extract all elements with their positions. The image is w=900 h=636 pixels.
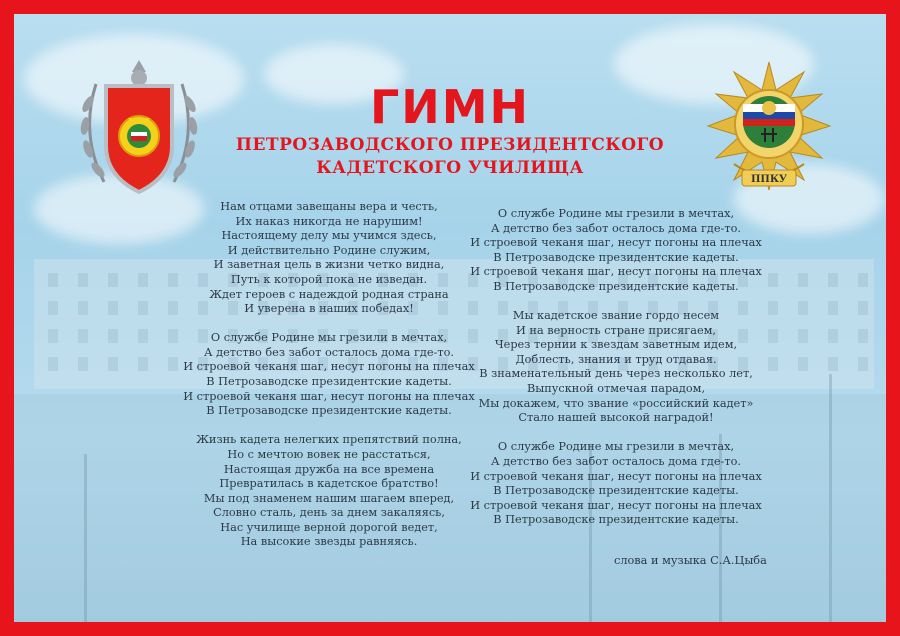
- lyric-line: В Петрозаводске президентские кадеты.: [206, 404, 452, 418]
- building-window: [138, 273, 148, 287]
- building-window: [828, 357, 838, 371]
- subtitle-line-1: ПЕТРОЗАВОДСКОГО ПРЕЗИДЕНТСКОГО: [235, 135, 665, 155]
- building-window: [108, 329, 118, 343]
- lyric-line: А детство без забот осталось дома где-то.: [204, 345, 454, 359]
- stanza: [164, 433, 494, 550]
- building-window: [138, 329, 148, 343]
- building-window: [828, 329, 838, 343]
- lyric-line: Стало нашей высокой наградой!: [518, 411, 714, 425]
- building-window: [138, 357, 148, 371]
- building-window: [858, 301, 868, 315]
- lyric-line: Превратилась в кадетское братство!: [219, 477, 439, 491]
- lyric-line: О службе Родине мы грезили в мечтах,: [497, 440, 735, 454]
- lyric-line: В Петрозаводске президентские кадеты.: [493, 513, 739, 527]
- building-window: [108, 357, 118, 371]
- lyric-line: Мы докажем, что звание «российский кадет»: [478, 396, 754, 410]
- lyric-line: И строевой чеканя шаг, несут погоны на плечах: [183, 360, 475, 374]
- lyric-line: И на верность стране присягаем,: [515, 323, 717, 337]
- lyric-line: В Петрозаводске президентские кадеты.: [493, 250, 739, 264]
- lyric-line: А детство без забот осталось дома где-то.: [491, 454, 741, 468]
- lyric-line: Ждет героев с надеждой родная страна: [209, 287, 449, 301]
- lyric-line: И действительно Родине служим,: [227, 243, 431, 257]
- stanza: [446, 309, 786, 426]
- lamp-post: [829, 374, 832, 624]
- lyric-line: Жизнь кадета нелегких препятствий полна,: [196, 433, 462, 447]
- building-window: [798, 329, 808, 343]
- page-title: ГИМН: [369, 80, 531, 134]
- building-window: [48, 357, 58, 371]
- lyric-line: Нас училище верной дорогой ведет,: [220, 520, 438, 534]
- lyric-line: И строевой чеканя шаг, несут погоны на плечах: [470, 469, 762, 483]
- lyric-line: Словно сталь, день за днем закаляясь,: [213, 506, 445, 520]
- building-window: [108, 273, 118, 287]
- building-window: [78, 273, 88, 287]
- building-window: [858, 329, 868, 343]
- lyric-line: Мы под знаменем нашим шагаем вперед,: [203, 491, 455, 505]
- building-window: [798, 301, 808, 315]
- stanza: [446, 207, 786, 295]
- lyric-line: Настоящая дружба на все времена: [223, 462, 435, 476]
- lyric-line: Выпускной отмечая парадом,: [526, 382, 706, 396]
- lyric-line: Путь к которой пока не изведан.: [230, 272, 428, 286]
- lamp-post: [84, 454, 87, 624]
- lyric-line: Настоящему делу мы учимся здесь,: [221, 229, 437, 243]
- building-window: [828, 273, 838, 287]
- lyric-line: Через тернии к звездам заветным идем,: [494, 338, 738, 352]
- lyrics-left-column: [164, 200, 494, 565]
- subtitle-line-2: КАДЕТСКОГО УЧИЛИЩА: [316, 158, 584, 178]
- lyric-line: О службе Родине мы грезили в мечтах,: [497, 207, 735, 220]
- lyric-line: На высокие звезды равняясь.: [240, 535, 418, 549]
- lyric-line: Нам отцами завещаны вера и честь,: [220, 200, 438, 213]
- lyric-line: В знаменательный день через несколько лет,: [479, 367, 753, 381]
- credit-text: слова и музыка С.А.Цыба: [614, 554, 767, 567]
- lyric-line: И уверена в наших победах!: [244, 302, 414, 316]
- building-window: [78, 357, 88, 371]
- lyric-line: И строевой чеканя шаг, несут погоны на плечах: [183, 389, 475, 403]
- lyric-line: А детство без забот осталось дома где-то.: [491, 221, 741, 235]
- building-window: [798, 273, 808, 287]
- building-window: [828, 301, 838, 315]
- lyric-line: И заветная цель в жизни четко видна,: [213, 258, 445, 272]
- building-window: [798, 357, 808, 371]
- lyric-line: Но с мечтою вовек не расстаться,: [227, 447, 431, 461]
- lyrics-right-column: [446, 207, 786, 542]
- building-window: [858, 273, 868, 287]
- building-window: [78, 301, 88, 315]
- building-window: [858, 357, 868, 371]
- lyric-line: О службе Родине мы грезили в мечтах,: [210, 331, 448, 345]
- lyric-line: В Петрозаводске президентские кадеты.: [206, 375, 452, 389]
- lyric-line: Мы кадетское звание гордо несем: [512, 309, 720, 323]
- lyric-line: И строевой чеканя шаг, несут погоны на плечах: [470, 236, 762, 250]
- stanza: [446, 440, 786, 528]
- stanza: [164, 331, 494, 419]
- badge-label: ППКУ: [750, 174, 788, 185]
- lyric-line: Доблесть, знания и труд отдавая.: [515, 352, 717, 366]
- building-window: [78, 329, 88, 343]
- building-window: [48, 329, 58, 343]
- building-window: [108, 301, 118, 315]
- lyric-line: И строевой чеканя шаг, несут погоны на плечах: [470, 498, 762, 512]
- building-window: [48, 273, 58, 287]
- lyric-line: В Петрозаводске президентские кадеты.: [493, 279, 739, 293]
- lyric-line: В Петрозаводске президентские кадеты.: [493, 484, 739, 498]
- stanza: [164, 200, 494, 317]
- building-window: [138, 301, 148, 315]
- lyric-line: Их наказ никогда не нарушим!: [235, 214, 423, 228]
- lyric-line: И строевой чеканя шаг, несут погоны на плечах: [470, 265, 762, 279]
- building-window: [48, 301, 58, 315]
